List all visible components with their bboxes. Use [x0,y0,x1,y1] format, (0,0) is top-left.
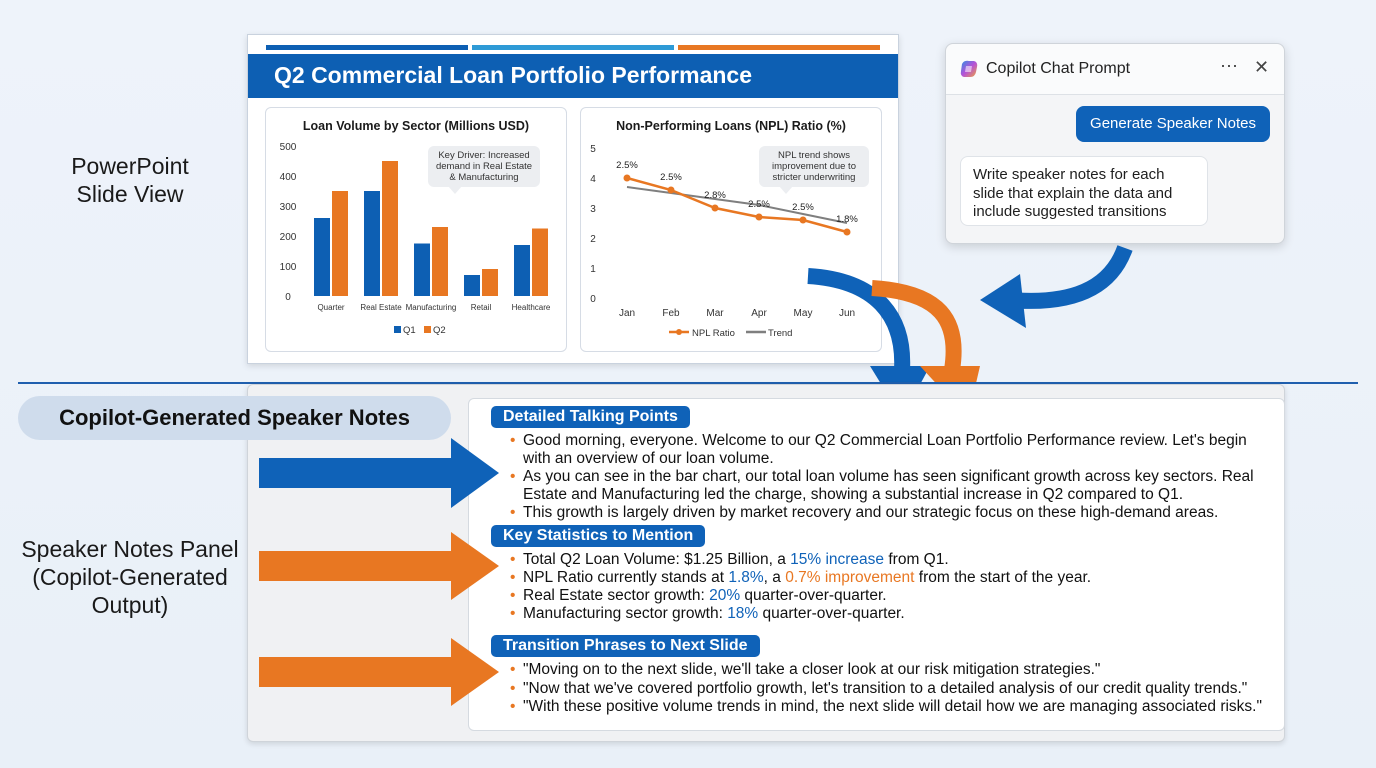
prompt-to-slide-arrow-icon [1010,248,1125,301]
y-tick-label: 0 [590,294,596,305]
data-label: 2.5% [616,160,638,171]
y-tick-label: 200 [279,232,297,243]
talking-point-bullet: • As you can see in the bar chart, our total loan volume has seen significant growth across key sectors. Real Estate and Manufacturing led the charge, showing a substantial increase in Q2 compared to Q1. [510,468,1254,503]
npl-point [800,217,807,224]
bar-q1 [514,245,530,296]
transitions-arrow-icon [259,657,455,687]
bar-q2 [382,161,398,296]
data-label: 2.5% [748,199,770,210]
slide-title-bar [248,54,898,98]
bar-q1 [364,191,380,296]
data-label: 2.8% [704,190,726,201]
transition-bullet: • "Now that we've covered portfolio growth, let's transition to a detailed analysis of our credit quality trends." [510,680,1248,697]
close-icon[interactable]: ✕ [1254,57,1270,77]
npl-point [756,214,763,221]
statistic-bullet: • Manufacturing sector growth: 18% quarter-over-quarter. [510,605,905,622]
bullet-icon: • [510,698,516,715]
talking-point-bullet: • Good morning, everyone. Welcome to our Q2 Commercial Loan Portfolio Performance review. Let's begin with an overview of our loan volume. [510,432,1247,467]
title-stripe-lightblue [472,45,674,50]
data-label: 1.8% [836,214,858,225]
bar-q2 [482,269,498,296]
y-tick-label: 300 [279,202,297,213]
slide-title: Q2 Commercial Loan Portfolio Performance [274,62,753,88]
bar-chart [266,108,566,351]
legend-label: Trend [768,328,793,339]
key-stats-arrow-icon [259,551,455,581]
bullet-icon: • [510,569,516,586]
x-tick-label: Retail [470,303,492,312]
more-options-icon[interactable]: ⋯ [1220,56,1239,76]
bar-chart-card[interactable] [265,107,567,352]
bar-q1 [414,244,430,297]
legend-label: NPL Ratio [692,328,735,339]
copilot-title: Copilot Chat Prompt [986,60,1131,77]
prompt-to-slide-arrowhead-icon [980,274,1026,328]
y-tick-label: 400 [279,172,297,183]
bullet-icon: • [510,587,516,604]
section-arrows [255,438,505,708]
trend-line [627,187,847,223]
legend-swatch [676,329,682,335]
transition-bullet: • "Moving on to the next slide, we'll take a closer look at our risk mitigation strategies." [510,661,1101,678]
title-stripe-orange [678,45,880,50]
x-tick-label: May [793,308,813,319]
key-statistics-heading: Key Statistics to Mention [491,525,705,547]
y-tick-label: 2 [590,234,596,245]
notes-heading-pill: Copilot-Generated Speaker Notes [18,396,451,440]
bullet-icon: • [510,680,516,697]
x-tick-label: Healthcare [511,303,551,312]
y-tick-label: 3 [590,204,596,215]
data-label: 2.5% [660,172,682,183]
bullet-icon: • [510,605,516,622]
legend-label: Q2 [433,325,446,336]
copilot-chat-window[interactable] [945,43,1285,244]
copilot-logo-icon [958,58,980,80]
title-stripe-blue [266,45,468,50]
x-tick-label: Jan [618,308,636,319]
x-tick-label: Feb [662,308,680,319]
x-tick-label: Jun [838,308,856,319]
bar-q2 [432,227,448,296]
data-label: 2.5% [792,202,814,213]
chart-title: Non-Performing Loans (NPL) Ratio (%) [616,119,846,133]
npl-point [712,205,719,212]
slide-view-label: PowerPoint Slide View [71,153,189,207]
x-tick-label: Manufacturing [405,303,457,312]
statistic-bullet: • NPL Ratio currently stands at 1.8%, a 0.7% improvement from the start of the year. [510,569,1092,586]
y-tick-label: 500 [279,142,297,153]
x-tick-label: Apr [751,308,767,319]
x-tick-label: Quarter [317,303,345,312]
legend-label: Q1 [403,325,416,336]
talking-points-arrow-icon [259,458,455,488]
bar-q2 [332,191,348,296]
bar-q1 [464,275,480,296]
talking-point-bullet: • This growth is largely driven by market recovery and our strategic focus on these high-demand areas. [510,504,1219,521]
chart-title: Loan Volume by Sector (Millions USD) [302,119,530,133]
prompt-message: Write speaker notes for each slide that explain the data and include suggested transitions [960,156,1208,226]
bullet-icon: • [510,661,516,678]
x-tick-label: Real Estate [360,303,402,312]
bullet-icon: • [510,468,516,485]
legend-swatch [394,326,401,333]
bar-q1 [314,218,330,296]
transition-bullet: • "With these positive volume trends in mind, the next slide will detail how we are managing associated risks." [510,698,1262,715]
npl-point [668,187,675,194]
legend-swatch [424,326,431,333]
talking-points-heading: Detailed Talking Points [491,406,690,428]
bar-q2 [532,229,548,297]
bar-chart-annotation: Key Driver: Increased demand in Real Estate & Manufacturing [428,146,540,187]
y-tick-label: 4 [590,174,596,185]
transition-phrases-heading: Transition Phrases to Next Slide [491,635,760,657]
copilot-header [946,44,1284,95]
bullet-icon: • [510,551,516,568]
y-tick-label: 0 [285,292,291,303]
notes-panel-label: Speaker Notes Panel (Copilot-Generated Output) [21,536,239,618]
generate-speaker-notes-button[interactable]: Generate Speaker Notes [1076,106,1270,142]
statistic-bullet: • Real Estate sector growth: 20% quarter-over-quarter. [510,587,887,604]
npl-point [624,175,631,182]
x-tick-label: Mar [706,308,724,319]
y-tick-label: 100 [279,262,297,273]
statistic-bullet: • Total Q2 Loan Volume: $1.25 Billion, a 15% increase from Q1. [510,551,949,568]
bullet-icon: • [510,432,516,449]
y-tick-label: 1 [590,264,596,275]
y-tick-label: 5 [590,144,596,155]
bullet-icon: • [510,504,516,521]
line-chart-annotation: NPL trend shows improvement due to stricter underwriting [759,146,869,187]
